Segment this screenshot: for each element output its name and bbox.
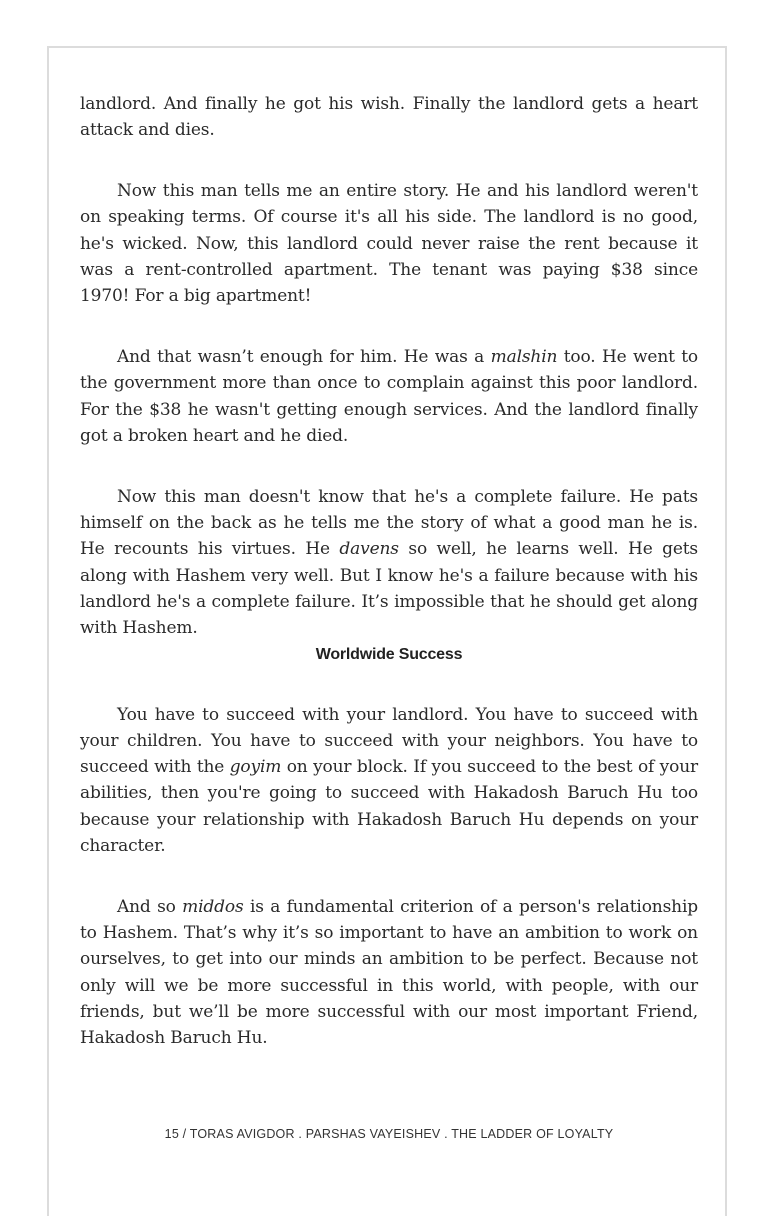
section-heading: Worldwide Success (315, 645, 463, 663)
text-segment: Now this man tells me an entire story. He and his landlord weren't on speaking terms. Of course it's all his side. The landlord is no good, he's wicked. Now, this landlord could never raise the rent because it was a rent-controlled apartment. The tenant was paying $38 since 1970! For a big apartment! (80, 181, 698, 307)
body-paragraph (80, 344, 698, 449)
text-segment: is a fundamental criterion of a person's relationship to Hashem. That’s why it’s so important to have an ambition to work on ourselves, to get into our minds an ambition to be perfect. Because not only will we be more successful in this world, with people, with our friends, but we’ll be more successful with our most important Friend, Hakadosh Baruch Hu. (80, 896, 698, 1049)
page-footer: 15 / TORAS AVIGDOR . PARSHAS VAYEISHEV . THE LADDER OF LOYALTY (164, 1127, 614, 1141)
italic-term: goyim (229, 757, 282, 778)
page-body (80, 91, 698, 1052)
section-after-heading (80, 702, 698, 1052)
document-page (47, 46, 727, 1216)
text-segment: And so (117, 896, 183, 917)
section-before-heading (80, 91, 698, 642)
text-segment: on your block. If you succeed to the best of your abilities, then you're going to succeed with Hakadosh Baruch Hu too because your relationship with Hakadosh Baruch Hu depends on your character. (80, 757, 698, 857)
text-segment: And that wasn’t enough for him. He was a (117, 347, 491, 368)
body-paragraph (80, 894, 698, 1052)
text-segment: too. He went to the government more than once to complain against this poor landlord. For the $38 he wasn't getting enough services. And the landlord finally got a broken heart and he died. (80, 347, 699, 446)
text-segment: You have to succeed with your landlord. You have to succeed with your children. You have to succeed with your neighbors. You have to succeed with the (80, 704, 698, 778)
body-paragraph (80, 91, 698, 144)
text-segment: Now this man doesn't know that he's a complete failure. He pats himself on the back as he tells me the story of what a good man he is. He recounts his virtues. He (80, 486, 698, 560)
italic-term: malshin (490, 347, 558, 368)
body-paragraph (80, 178, 698, 309)
body-paragraph (80, 484, 698, 642)
italic-term: davens (339, 539, 399, 560)
text-segment: so well, he learns well. He gets along with Hashem very well. But I know he's a failure because with his landlord he's a complete failure. It’s impossible that he should get along with Hashem. (80, 539, 698, 639)
italic-term: middos (182, 896, 244, 917)
text-segment: landlord. And finally he got his wish. Finally the landlord gets a heart attack and dies. (80, 94, 698, 141)
body-paragraph (80, 702, 698, 860)
